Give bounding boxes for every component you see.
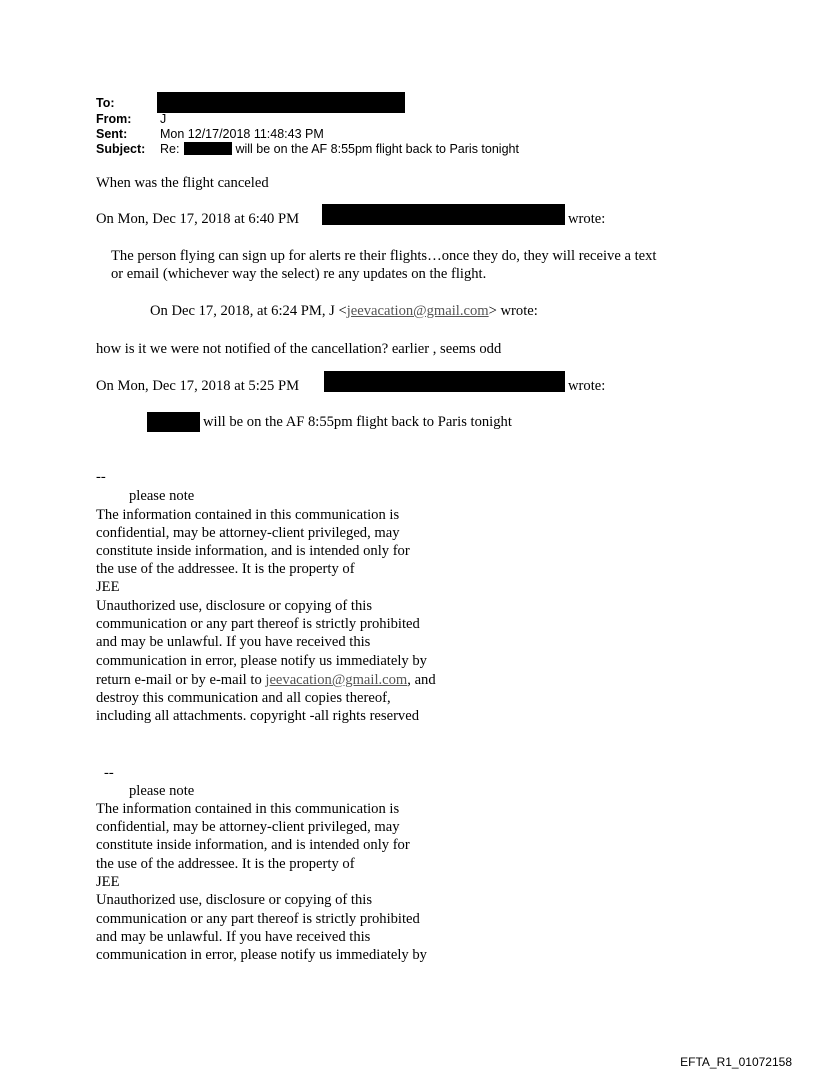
- disclaimer2-line: Unauthorized use, disclosure or copying of this: [96, 892, 373, 908]
- disclaimer2-line: constitute inside information, and is intended only for: [96, 837, 410, 853]
- quote3-name-redaction: [147, 412, 200, 432]
- disclaimer1-email-link[interactable]: jeevacation@gmail.com: [265, 672, 408, 688]
- quote2-suffix: > wrote:: [488, 303, 538, 319]
- subject-prefix: Re:: [160, 142, 180, 156]
- disclaimer2-line: communication or any part thereof is strictly prohibited: [96, 911, 420, 927]
- to-label: To:: [96, 96, 115, 110]
- disclaimer2-separator: --: [104, 765, 114, 781]
- disclaimer1-separator: --: [96, 469, 106, 485]
- disclaimer2-line: The information contained in this communication is: [96, 801, 400, 817]
- quote2-line: [150, 302, 538, 320]
- quote1-text-b: or email (whichever way the select) re any updates on the flight.: [111, 266, 487, 282]
- quote3-text: will be on the AF 8:55pm flight back to Paris tonight: [203, 414, 512, 430]
- quote1-suffix: wrote:: [568, 211, 606, 227]
- sent-label: Sent:: [96, 127, 128, 141]
- disclaimer2-note: please note: [129, 783, 195, 799]
- disclaimer1-line: Unauthorized use, disclosure or copying of this: [96, 598, 373, 614]
- quote2-email-link[interactable]: jeevacation@gmail.com: [346, 303, 489, 319]
- quote1-prefix: On Mon, Dec 17, 2018 at 6:40 PM: [96, 211, 300, 227]
- document-id: EFTA_R1_01072158: [680, 1055, 792, 1069]
- disclaimer1-note: please note: [129, 488, 195, 504]
- to-row: [96, 96, 160, 111]
- subject-redaction: [184, 142, 232, 155]
- quote3-prefix: On Mon, Dec 17, 2018 at 5:25 PM: [96, 378, 300, 394]
- disclaimer1-line: communication or any part thereof is strictly prohibited: [96, 616, 420, 632]
- disclaimer1-line: communication in error, please notify us immediately by: [96, 653, 427, 669]
- quote2-prefix: On Dec 17, 2018, at 6:24 PM, J <: [150, 303, 347, 319]
- return-prefix: return e-mail or by e-mail to: [96, 672, 266, 688]
- disclaimer2-line: the use of the addressee. It is the property of: [96, 856, 355, 872]
- to-redaction: [157, 92, 405, 113]
- disclaimer1-return-line: [96, 671, 436, 689]
- disclaimer1-line: the use of the addressee. It is the property of: [96, 561, 355, 577]
- disclaimer2-line: confidential, may be attorney-client privileged, may: [96, 819, 400, 835]
- subject-row: [96, 142, 519, 157]
- disclaimer1-line: and may be unlawful. If you have received this: [96, 634, 371, 650]
- disclaimer1-line: destroy this communication and all copies thereof,: [96, 690, 391, 706]
- disclaimer2-line: communication in error, please notify us immediately by: [96, 947, 427, 963]
- from-value: J: [160, 112, 167, 126]
- quote1-redaction: [322, 204, 565, 225]
- from-row: [96, 112, 166, 127]
- quote3-suffix: wrote:: [568, 378, 606, 394]
- sent-row: [96, 127, 324, 142]
- subject-text: will be on the AF 8:55pm flight back to Paris tonight: [235, 142, 519, 156]
- reply-line: When was the flight canceled: [96, 175, 269, 191]
- subject-label: Subject:: [96, 142, 146, 156]
- disclaimer1-line: confidential, may be attorney-client privileged, may: [96, 525, 400, 541]
- disclaimer2-line: and may be unlawful. If you have received this: [96, 929, 371, 945]
- disclaimer1-line: The information contained in this communication is: [96, 507, 400, 523]
- notified-line: how is it we were not notified of the cancellation? earlier , seems odd: [96, 341, 502, 357]
- sent-value: Mon 12/17/2018 11:48:43 PM: [160, 127, 324, 141]
- disclaimer2-line: JEE: [96, 874, 120, 890]
- disclaimer1-line: JEE: [96, 579, 120, 595]
- quote3-redaction: [324, 371, 565, 392]
- disclaimer1-line: including all attachments. copyright -all rights reserved: [96, 708, 419, 724]
- disclaimer1-line: constitute inside information, and is intended only for: [96, 543, 410, 559]
- return-suffix: , and: [407, 672, 436, 688]
- quote1-text-a: The person flying can sign up for alerts re their flights…once they do, they will receive a text: [111, 248, 657, 264]
- from-label: From:: [96, 112, 132, 126]
